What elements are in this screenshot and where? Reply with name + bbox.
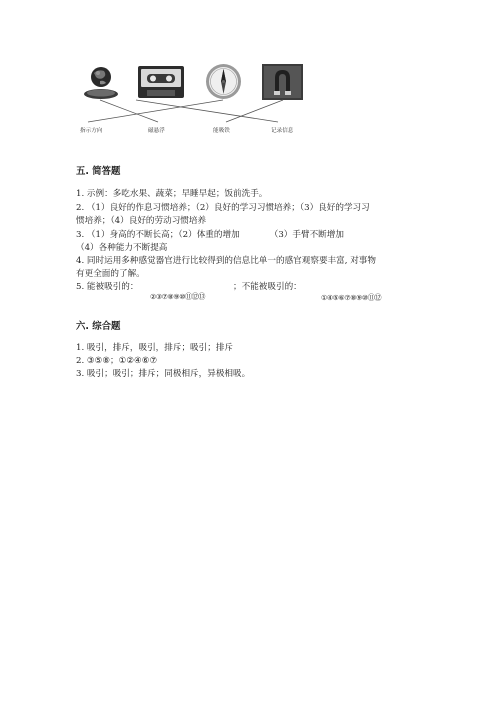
section-5-title: 五. 简答题 xyxy=(76,166,121,177)
cassette-tape-icon xyxy=(137,65,185,99)
compass-icon xyxy=(205,63,242,100)
answer-6-2: 2. ③⑤⑧；①②④⑥⑦ xyxy=(76,356,158,366)
levitating-globe-icon xyxy=(82,63,120,101)
answer-5-3-line2: （4）各种能力不断提高 xyxy=(76,243,168,253)
answer-5-2-line2: 惯培养；（4）良好的劳动习惯培养 xyxy=(76,216,207,226)
matching-lines xyxy=(78,98,308,124)
caption-attract-iron: 能吸铁 xyxy=(213,128,230,134)
answer-6-3: 3. 吸引；吸引；排斥；同极相斥，异极相吸。 xyxy=(76,369,251,379)
answer-5-1: 1. 示例：多吃水果、蔬菜；早睡早起；饭前洗手。 xyxy=(76,189,268,199)
caption-direction: 指示方向 xyxy=(80,128,103,134)
answer-5-5-not-attracted: ①④⑤⑥⑦⑧⑨⑩⑪⑫ xyxy=(321,293,381,302)
magnet-icon xyxy=(262,64,303,100)
answer-5-4-line1: 4. 同时运用多种感觉器官进行比较得到的信息比单一的感官观察要丰富, 对事物 xyxy=(76,256,376,266)
section-6-title: 六. 综合题 xyxy=(76,321,121,332)
answer-5-2-line1: 2. （1）良好的作息习惯培养；（2）良好的学习习惯培养；（3）良好的学习习 xyxy=(76,203,370,213)
answer-5-5-attracted: ②③⑦⑧⑨⑩⑪⑫⑬ xyxy=(150,292,205,301)
caption-record-info: 记录信息 xyxy=(271,128,294,134)
answer-6-1: 1. 吸引，排斥，吸引，排斥；吸引；排斥 xyxy=(76,343,234,353)
caption-levitation: 磁悬浮 xyxy=(148,128,165,134)
answer-5-4-line2: 有更全面的了解。 xyxy=(76,269,145,279)
answer-5-3-line1: 3. （1）身高的不断长高；（2）体重的增加 （3）手臂不断增加 xyxy=(76,230,344,240)
answer-5-5-mid: ；不能被吸引的： xyxy=(233,282,302,292)
answer-5-5-label: 5. 能被吸引的： xyxy=(76,282,139,292)
